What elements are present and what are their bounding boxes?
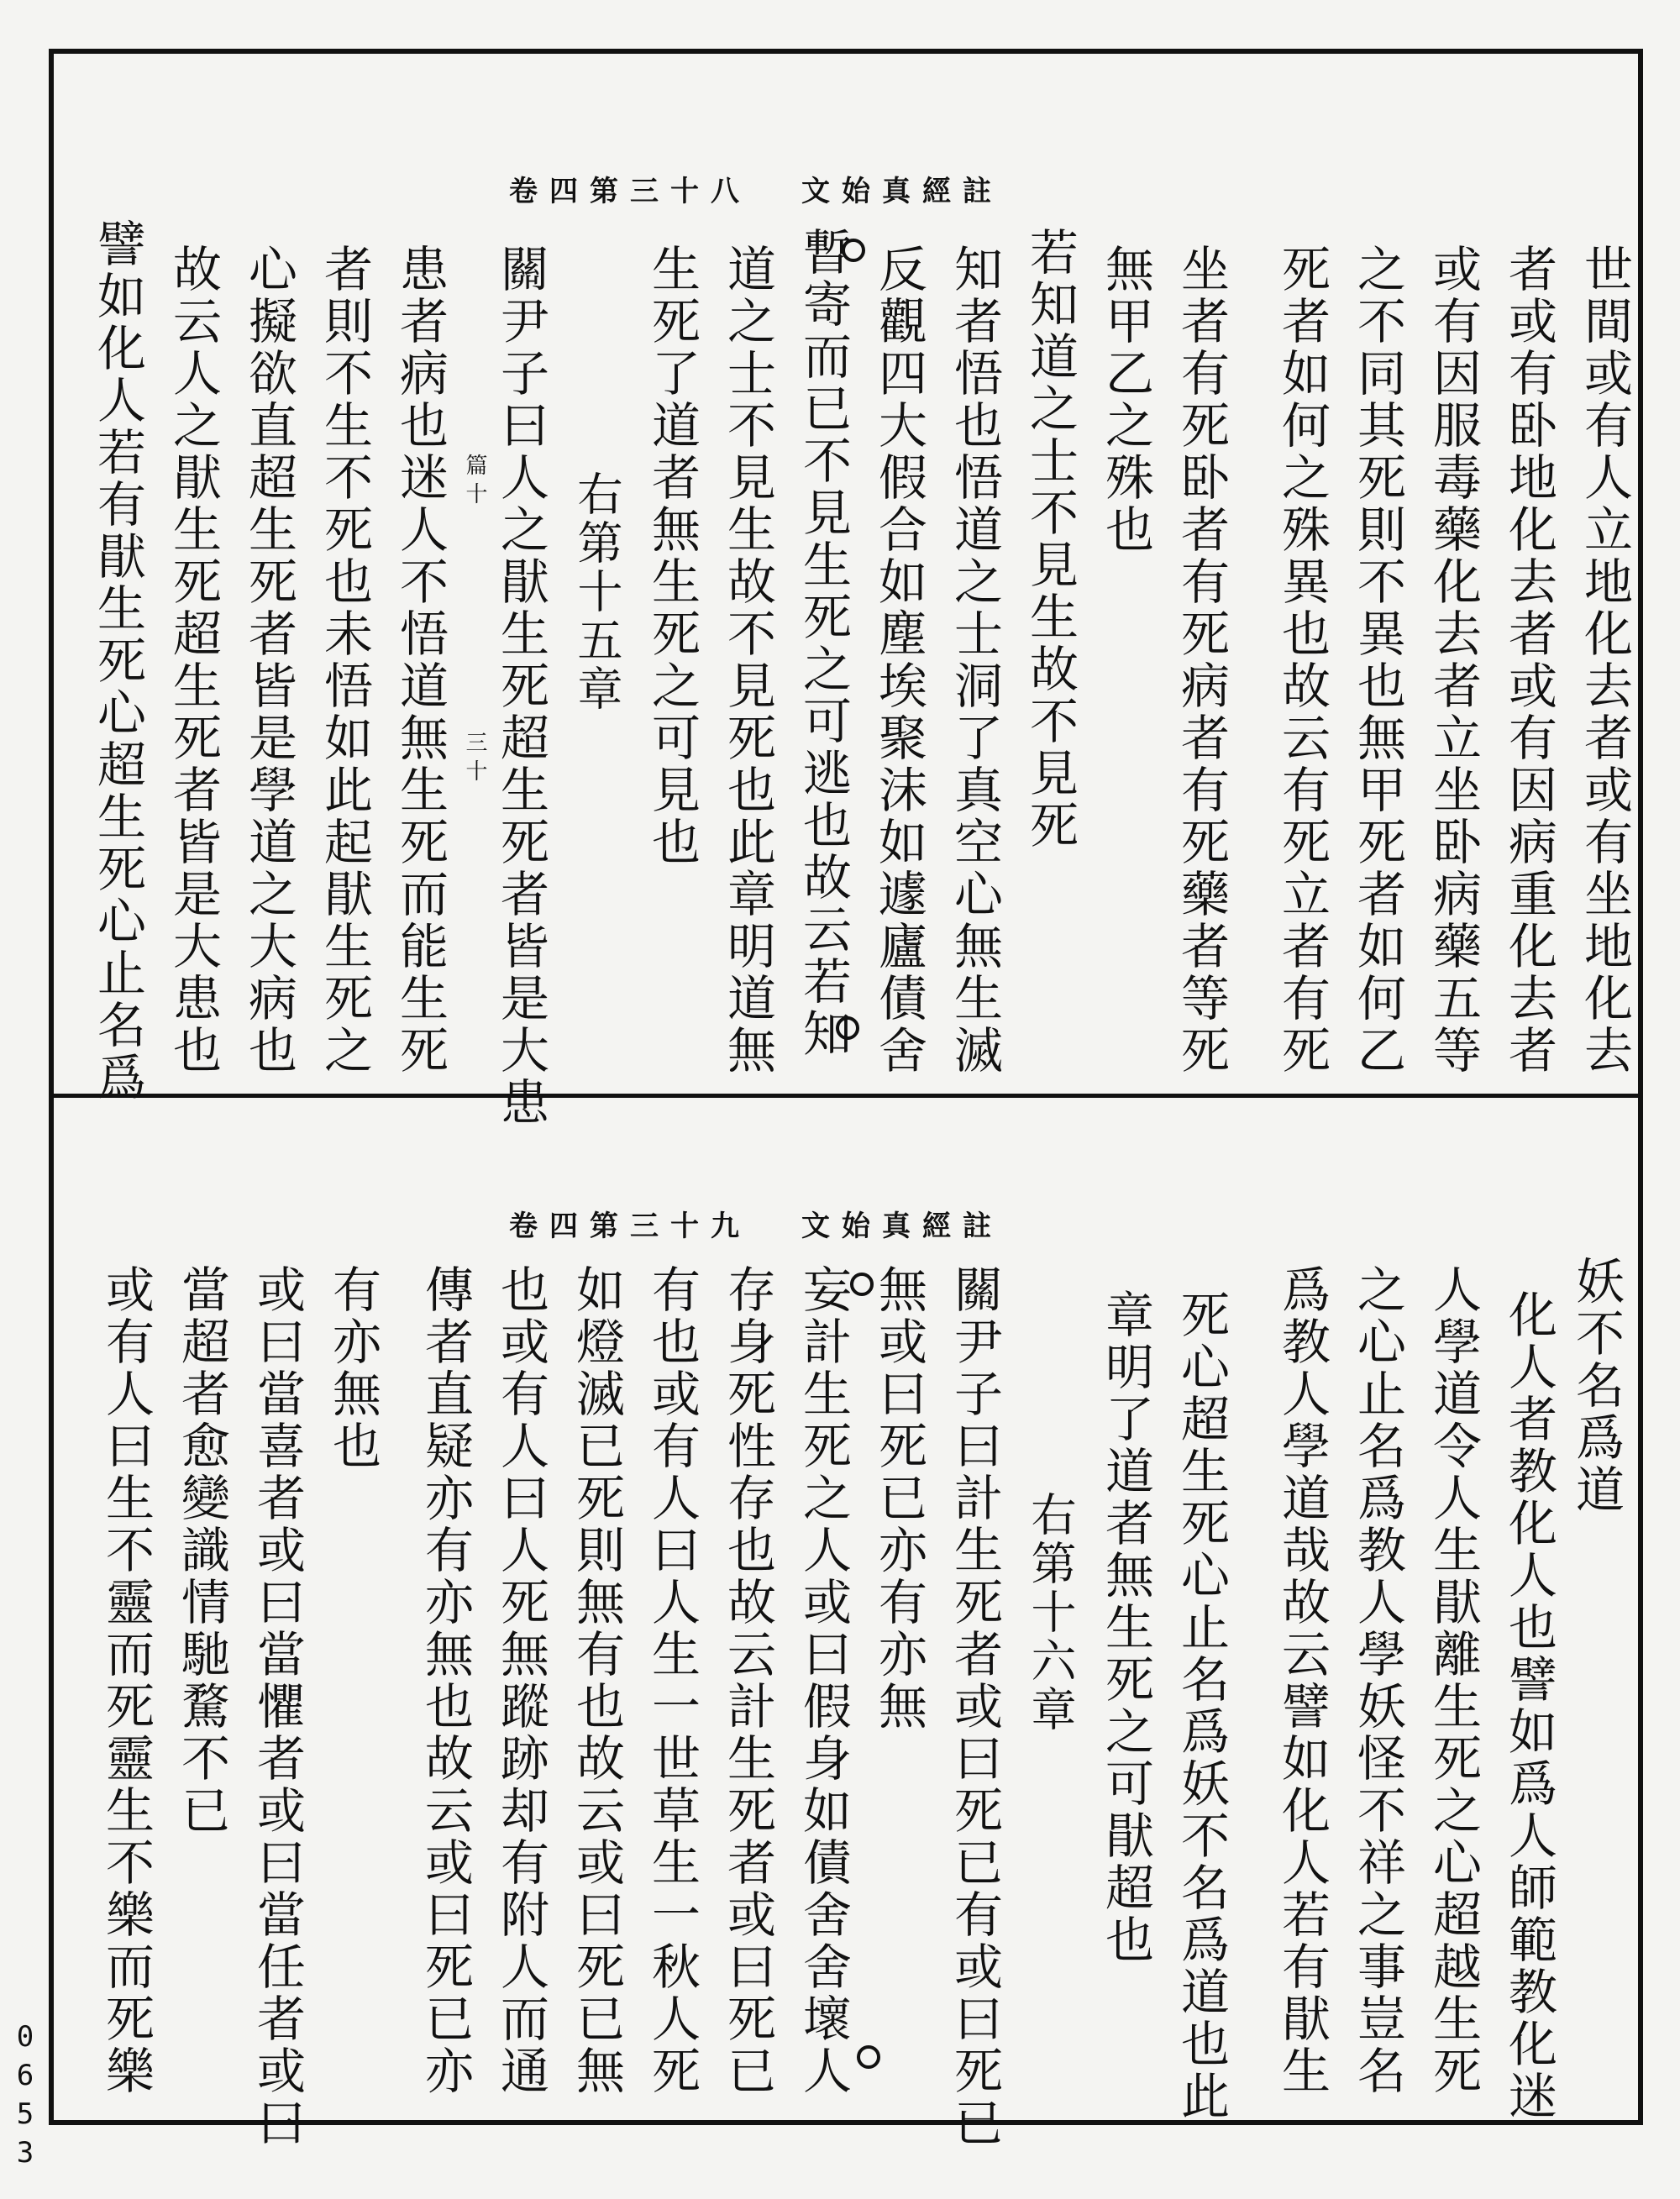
chapter-heading: 右第十五章 (570, 470, 623, 714)
text-column: 妄計生死之人或曰假身如債舍舍壞人 (795, 1264, 852, 2097)
chapter-heading: 右第十六章 (1024, 1491, 1077, 1735)
text-column: 關尹子曰計生死者或曰死已有或曰死已 (946, 1264, 1003, 2149)
text-column: 化人者教化人也譬如爲人師範教化迷 (1500, 1289, 1557, 2123)
text-column: 傳者直疑亦有亦無也故云或曰死已亦 (417, 1264, 474, 2097)
upper-header (336, 168, 1176, 209)
margin-note: 篇十 (462, 454, 487, 511)
text-column: 如燈滅已死則無有也故云或曰死已無 (568, 1264, 625, 2097)
lower-header-volume: 卷四第三十九 (509, 1210, 751, 1243)
text-column: 或曰當喜者或曰當懼者或曰當任者或曰 (249, 1264, 306, 2149)
text-column: 之不同其死則不異也無甲死者如何乙 (1349, 244, 1406, 1077)
lower-header (336, 1203, 1176, 1244)
text-column: 暫寄而已不見生死之可逃也故云若知 (795, 227, 852, 1060)
text-column: 者或有卧地化去者或有因病重化去者 (1500, 244, 1557, 1077)
page-number: 0653 (8, 2020, 42, 2175)
text-column: 心擬欲直超生死者皆是學道之大病也 (240, 244, 297, 1077)
circle-marker-icon (857, 2045, 880, 2069)
text-column: 有亦無也 (324, 1264, 381, 1472)
text-column: 反觀四大假合如塵埃聚沫如遽廬債舍 (870, 244, 927, 1077)
text-column: 或有人曰生不靈而死靈生不樂而死樂 (97, 1264, 155, 2097)
text-column: 人學道令人生猒離生死之心超越生死 (1425, 1264, 1482, 2097)
text-column: 世間或有人立地化去者或有坐地化去 (1576, 244, 1633, 1077)
page-divider (49, 1094, 1643, 1098)
text-column: 死者如何之殊異也故云有死立者有死 (1273, 244, 1331, 1077)
text-column: 關尹子曰人之猒生死超生死者皆是大患 (492, 244, 549, 1129)
upper-header-title: 文始真經註 (801, 175, 1003, 208)
text-column: 患者病也迷人不悟道無生死而能生死 (391, 244, 449, 1077)
text-column: 生死了道者無生死之可見也 (643, 244, 701, 869)
text-column: 或有因服毒藥化去者立坐卧病藥五等 (1425, 244, 1482, 1077)
text-column: 坐者有死卧者有死病者有死藥者等死 (1173, 244, 1230, 1077)
circle-marker-icon (850, 1273, 874, 1296)
text-column: 之心止名爲教人學妖怪不祥之事豈名 (1349, 1264, 1406, 2097)
text-column: 若知道之士不見生故不見死 (1021, 227, 1079, 852)
margin-note: 三十 (462, 731, 487, 788)
text-column: 者則不生不死也未悟如此起猒生死之 (316, 244, 373, 1077)
circle-marker-icon (842, 239, 865, 262)
text-column: 爲教人學道哉故云譬如化人若有猒生 (1273, 1264, 1331, 2097)
circle-marker-icon (836, 1016, 859, 1040)
text-column: 存身死性存也故云計生死者或曰死已 (719, 1264, 776, 2097)
text-column: 故云人之猒生死超生死者皆是大患也 (165, 244, 222, 1077)
text-column: 有也或有人曰人生一世草生一秋人死 (643, 1264, 701, 2097)
text-column: 死心超生死心止名爲妖不名爲道也此 (1173, 1289, 1230, 2123)
text-column: 無或曰死已亦有亦無 (870, 1264, 927, 1733)
text-column: 道之士不見生故不見死也此章明道無 (719, 244, 776, 1077)
lower-header-title: 文始真經註 (801, 1210, 1003, 1243)
text-column: 也或有人曰人死無蹤跡却有附人而通 (492, 1264, 549, 2097)
lower-text-panel (84, 1256, 1625, 2149)
text-column: 章明了道者無生死之可猒超也 (1097, 1289, 1154, 1966)
upper-text-panel (84, 218, 1633, 1129)
text-column: 妖不名爲道 (1567, 1256, 1625, 1516)
upper-header-volume: 卷四第三十八 (509, 175, 751, 208)
text-column: 當超者愈變識情馳騖不已 (173, 1264, 230, 1837)
text-column: 知者悟也悟道之士洞了真空心無生滅 (946, 244, 1003, 1077)
text-column: 無甲乙之殊也 (1097, 244, 1154, 556)
text-column: 譬如化人若有猒生死心超生死心止名爲 (89, 218, 146, 1104)
